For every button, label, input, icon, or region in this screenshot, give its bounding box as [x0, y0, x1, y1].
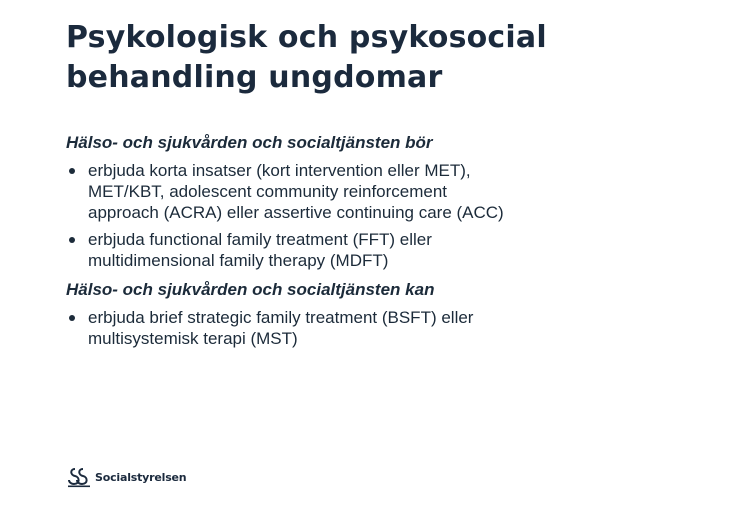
bullet-item: [66, 229, 706, 271]
logo-text: Socialstyrelsen: [95, 470, 187, 484]
slide-body: [66, 132, 706, 357]
bullet-line: erbjuda functional family treatment (FFT) eller: [88, 230, 432, 249]
footer-logo: [66, 466, 186, 488]
bullet-line: erbjuda korta insatser (kort intervention eller MET),: [88, 161, 471, 180]
slide-title-line: Psykologisk och psykosocial: [66, 20, 547, 55]
section-heading-bor: Hälso- och sjukvården och socialtjänsten bör: [66, 133, 433, 152]
section-heading-kan: Hälso- och sjukvården och socialtjänsten kan: [66, 280, 435, 299]
bullet-line: MET/KBT, adolescent community reinforcement: [88, 182, 448, 201]
slide-title: [66, 18, 706, 98]
slide-title-line: behandling ungdomar: [66, 60, 443, 95]
bullet-item: [66, 160, 706, 223]
bullet-line: multisystemisk terapi (MST): [88, 329, 298, 348]
bullet-item: [66, 307, 706, 349]
socialstyrelsen-logo-icon: [66, 466, 92, 488]
bullet-line: multidimensional family therapy (MDFT): [88, 251, 389, 270]
bullet-list-kan: [66, 307, 706, 349]
bullet-list-bor: [66, 160, 706, 271]
bullet-line: approach (ACRA) eller assertive continuing care (ACC): [88, 203, 504, 222]
bullet-line: erbjuda brief strategic family treatment (BSFT) eller: [88, 308, 474, 327]
